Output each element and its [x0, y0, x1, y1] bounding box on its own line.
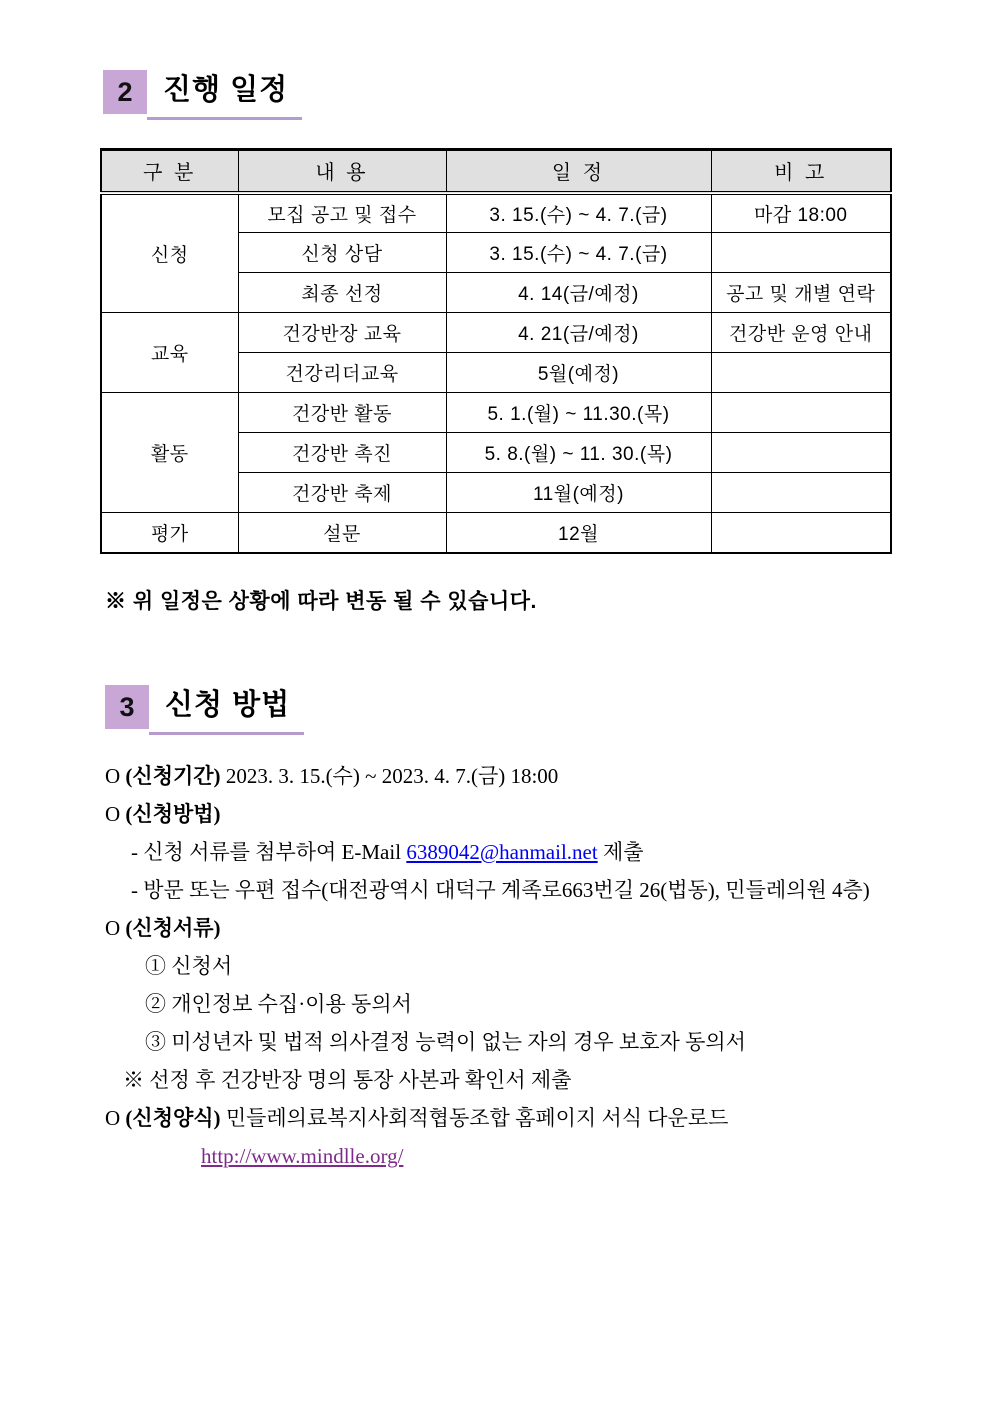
cell-schedule: 3. 15.(수) ~ 4. 7.(금)	[446, 193, 711, 233]
application-docs-label: (신청서류)	[125, 916, 221, 940]
docs-item-2: ② 개인정보 수집·이용 동의서	[145, 992, 412, 1016]
application-form-line	[105, 1105, 945, 1131]
cell-note	[711, 233, 891, 273]
application-period-label: (신청기간)	[125, 764, 221, 788]
cell-schedule: 5. 8.(월) ~ 11. 30.(목)	[446, 433, 711, 473]
email-link[interactable]: 6389042@hanmail.net	[406, 840, 598, 864]
cell-schedule: 12월	[446, 513, 711, 553]
group-label-evaluation: 평가	[101, 513, 238, 553]
cell-note: 공고 및 개별 연락	[711, 273, 891, 313]
method-email-suffix: 제출	[597, 840, 644, 864]
bullet: Ο	[105, 764, 121, 788]
cell-content: 건강반 활동	[238, 393, 446, 433]
table-row	[101, 393, 891, 433]
header-schedule: 일 정	[446, 150, 711, 193]
docs-note-line: ※ 선정 후 건강반장 명의 통장 사본과 확인서 제출	[123, 1068, 572, 1092]
cell-note	[711, 513, 891, 553]
bullet: Ο	[105, 1106, 121, 1130]
cell-content: 설문	[238, 513, 446, 553]
table-row	[101, 513, 891, 553]
group-label-apply: 신청	[101, 193, 238, 313]
header-category: 구 분	[101, 150, 238, 193]
section-3-number-badge: 3	[105, 685, 149, 729]
application-form-value: 민들레의료복지사회적협동조합 홈페이지 서식 다운로드	[225, 1106, 729, 1130]
group-label-activity: 활동	[101, 393, 238, 513]
header-note: 비 고	[711, 150, 891, 193]
cell-content: 모집 공고 및 접수	[238, 193, 446, 233]
application-docs-line	[105, 915, 945, 941]
form-url-line	[105, 1143, 945, 1169]
application-method-label: (신청방법)	[125, 802, 221, 826]
method-email-prefix: - 신청 서류를 첨부하여 E-Mail	[131, 840, 407, 864]
bullet: Ο	[105, 916, 121, 940]
cell-note: 마감 18:00	[711, 193, 891, 233]
cell-note	[711, 473, 891, 513]
cell-schedule: 4. 21(금/예정)	[446, 313, 711, 353]
section-2-title-underline	[147, 70, 302, 120]
cell-content: 신청 상담	[238, 233, 446, 273]
cell-content: 최종 선정	[238, 273, 446, 313]
section-3-title: 신청 방법	[165, 689, 291, 721]
schedule-table-wrap	[100, 148, 890, 554]
group-label-education: 교육	[101, 313, 238, 393]
header-content: 내 용	[238, 150, 446, 193]
homepage-link[interactable]: http://www.mindlle.org/	[201, 1144, 404, 1168]
cell-schedule: 5월(예정)	[446, 353, 711, 393]
section-2-header	[103, 70, 302, 120]
cell-content: 건강반장 교육	[238, 313, 446, 353]
cell-note	[711, 353, 891, 393]
cell-schedule: 5. 1.(월) ~ 11.30.(목)	[446, 393, 711, 433]
application-period-line	[105, 763, 945, 789]
method-email-line	[105, 839, 945, 865]
section-3-title-underline	[149, 685, 304, 735]
cell-content: 건강리더교육	[238, 353, 446, 393]
cell-content: 건강반 촉진	[238, 433, 446, 473]
cell-schedule: 4. 14(금/예정)	[446, 273, 711, 313]
cell-schedule: 3. 15.(수) ~ 4. 7.(금)	[446, 233, 711, 273]
table-row	[101, 313, 891, 353]
cell-content: 건강반 축제	[238, 473, 446, 513]
schedule-table	[100, 148, 892, 554]
application-period-value: 2023. 3. 15.(수) ~ 2023. 4. 7.(금) 18:00	[225, 764, 559, 788]
cell-schedule: 11월(예정)	[446, 473, 711, 513]
docs-item-1: ① 신청서	[145, 954, 233, 978]
table-header-row	[101, 150, 891, 193]
method-visit-line: - 방문 또는 우편 접수(대전광역시 대덕구 계족로663번길 26(법동), 민들레의원 4층)	[131, 878, 870, 902]
application-form-label: (신청양식)	[125, 1106, 221, 1130]
bullet: Ο	[105, 802, 121, 826]
application-method-body	[105, 763, 945, 1181]
section-3-header	[105, 685, 304, 735]
cell-note	[711, 393, 891, 433]
table-row	[101, 193, 891, 233]
docs-item-3: ③ 미성년자 및 법적 의사결정 능력이 없는 자의 경우 보호자 동의서	[145, 1030, 746, 1054]
section-2-number-badge: 2	[103, 70, 147, 114]
section-2-title: 진행 일정	[163, 74, 289, 106]
schedule-change-note: ※ 위 일정은 상황에 따라 변동 될 수 있습니다.	[105, 590, 537, 613]
application-method-line	[105, 801, 945, 827]
cell-note: 건강반 운영 안내	[711, 313, 891, 353]
cell-note	[711, 433, 891, 473]
